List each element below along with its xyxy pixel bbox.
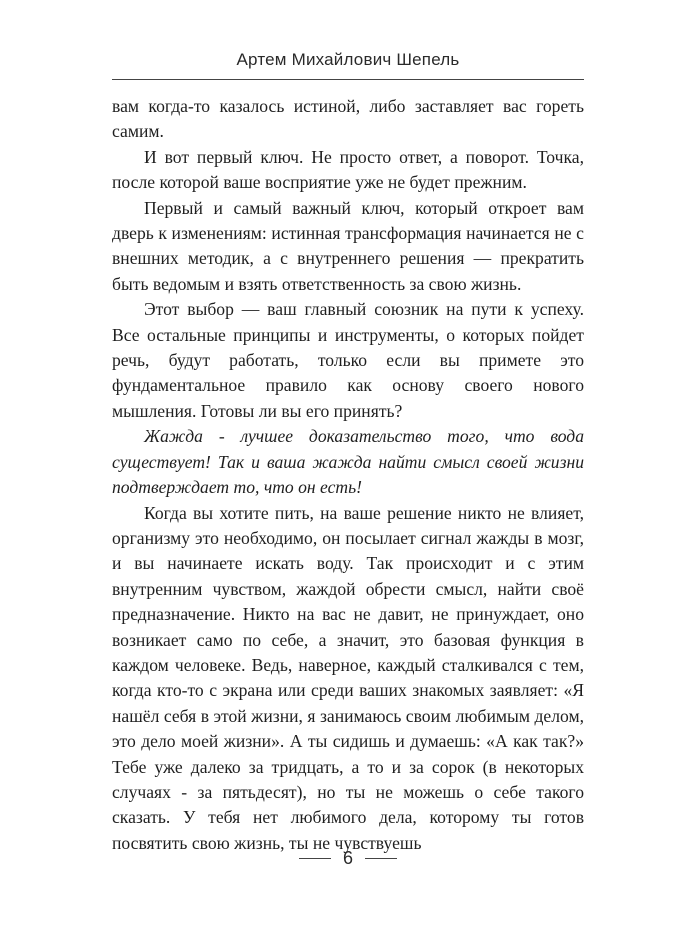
paragraph-thirst-quote: Жажда - лучшее доказательство того, что вода существует! Так и ваша жажда найти смысл своей жизни подтверждает то, что он есть! — [112, 426, 584, 498]
header-divider — [112, 79, 584, 80]
footer-dash-right — [365, 858, 397, 859]
paragraph-first-key: И вот первый ключ. Не просто ответ, а поворот. Точка, после которой ваше восприятие уже не будет прежним. — [112, 146, 584, 193]
running-header: Артем Михайлович Шепель — [236, 50, 460, 69]
footer-dash-left — [299, 858, 331, 859]
paragraph-main-key: Первый и самый важный ключ, который откроет вам дверь к изменениям: истинная трансформация начинается не с внешних методик, а с внутреннего решения — прекратить быть ведомым и взять ответственность за свою жизнь. — [112, 197, 584, 294]
paragraph-choice: Этот выбор — ваш главный союзник на пути к успеху. Все остальные принципы и инструменты, о которых пойдет речь, будут работать, только если вы примете это фундаментальное правило как основу своего нового мышления. Готовы ли вы его принять? — [112, 299, 584, 421]
paragraph-thirst-explanation: Когда вы хотите пить, на ваше решение никто не влияет, организму это необходимо, он посылает сигнал жажды в мозг, и вы начинаете искать воду. Так происходит и с этим внутренним чувством, жаждой обрести смысл, найти своё предназначение. Никто на вас не давит, не принуждает, оно возникает само по себе, а значит, это базовая функция в каждом человеке. Ведь, наверное, каждый сталкивался с тем, когда кто-то с экрана или среди ваших знакомых заявляет: «Я нашёл себя в этой жизни, я занимаюсь своим любимым делом, это дело моей жизни». А ты сидишь и думаешь: «А как так?» Тебе уже далеко за тридцать, а то и за сорок (в некоторых случаях - за пятьдесят), но ты не можешь о себе такого сказать. У тебя нет любимого дела, которому ты готов посвятить свою жизнь, ты не чувствуешь — [112, 502, 584, 853]
page-number: 6 — [342, 848, 353, 868]
page-body — [112, 94, 584, 856]
page-footer — [112, 848, 584, 869]
paragraph-continuation: вам когда-то казалось истиной, либо заставляет вас гореть самим. — [112, 96, 584, 142]
